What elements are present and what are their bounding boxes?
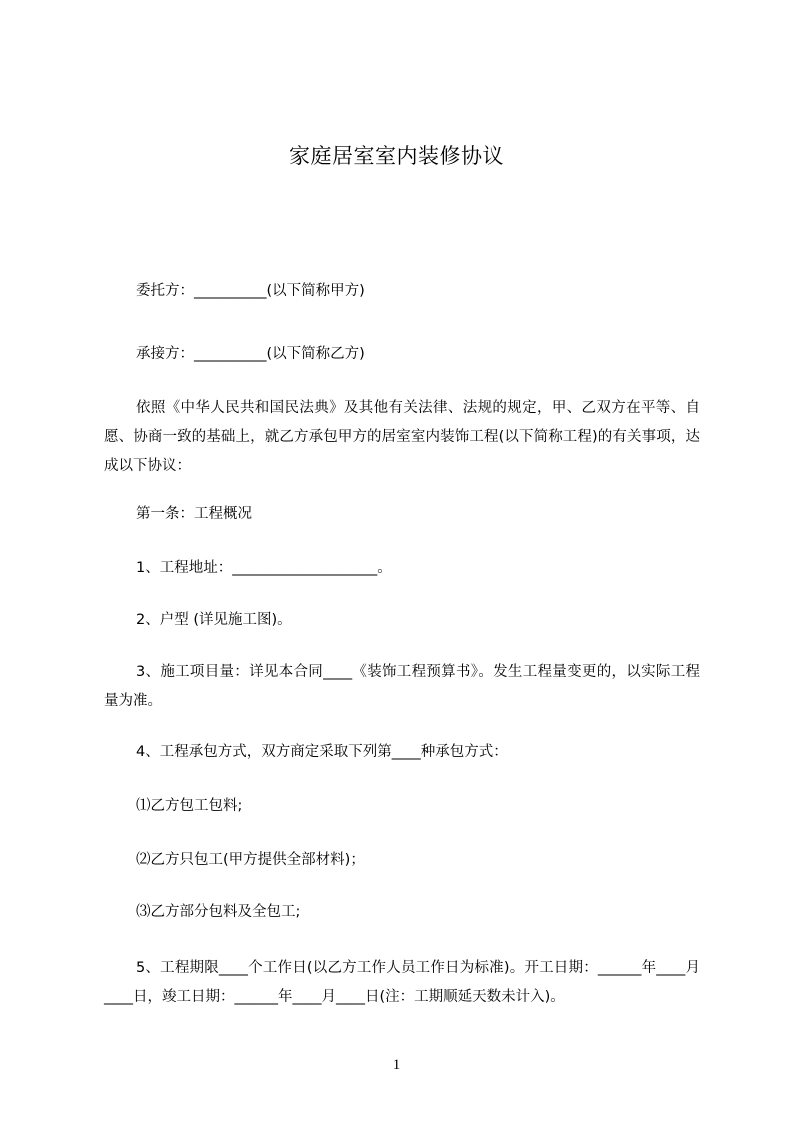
contracting-method-clause: 4、工程承包方式，双方商定采取下列第____种承包方式： bbox=[136, 744, 508, 760]
method-option-three: ⑶乙方部分包料及全包工; bbox=[136, 904, 301, 920]
project-duration-clause: 5、工程期限____个工作日(以乙方工作人员工作日为标准)。开工日期：______年____月____日，竣工日期：______年____月____日(注：工期顺延天数未计入)。 bbox=[104, 960, 700, 1005]
article-one-heading: 第一条：工程概况 bbox=[136, 506, 252, 522]
unit-type-line: 2、户型 (详见施工图)。 bbox=[136, 612, 292, 628]
method-option-one: ⑴乙方包工包料; bbox=[136, 798, 243, 814]
project-address-line: 1、工程地址：____________________。 bbox=[136, 560, 392, 576]
agreement-preamble: 依照《中华人民共和国民法典》及其他有关法律、法规的规定，甲、乙双方在平等、自愿、协商一致的基础上，就乙方承包甲方的居室室内装饰工程(以下简称工程)的有关事项，达成以下协议： bbox=[104, 400, 700, 474]
document-title: 家庭居室室内装修协议 bbox=[289, 144, 504, 168]
contractor-party-line: 承接方：__________(以下简称乙方) bbox=[136, 346, 365, 362]
page-number: 1 bbox=[392, 1057, 401, 1073]
client-party-line: 委托方：__________(以下简称甲方) bbox=[136, 283, 365, 299]
construction-quantity-clause: 3、施工项目量：详见本合同____《装饰工程预算书》。发生工程量变更的，以实际工程量为准。 bbox=[104, 664, 700, 709]
method-option-two: ⑵乙方只包工(甲方提供全部材料)； bbox=[136, 852, 365, 868]
